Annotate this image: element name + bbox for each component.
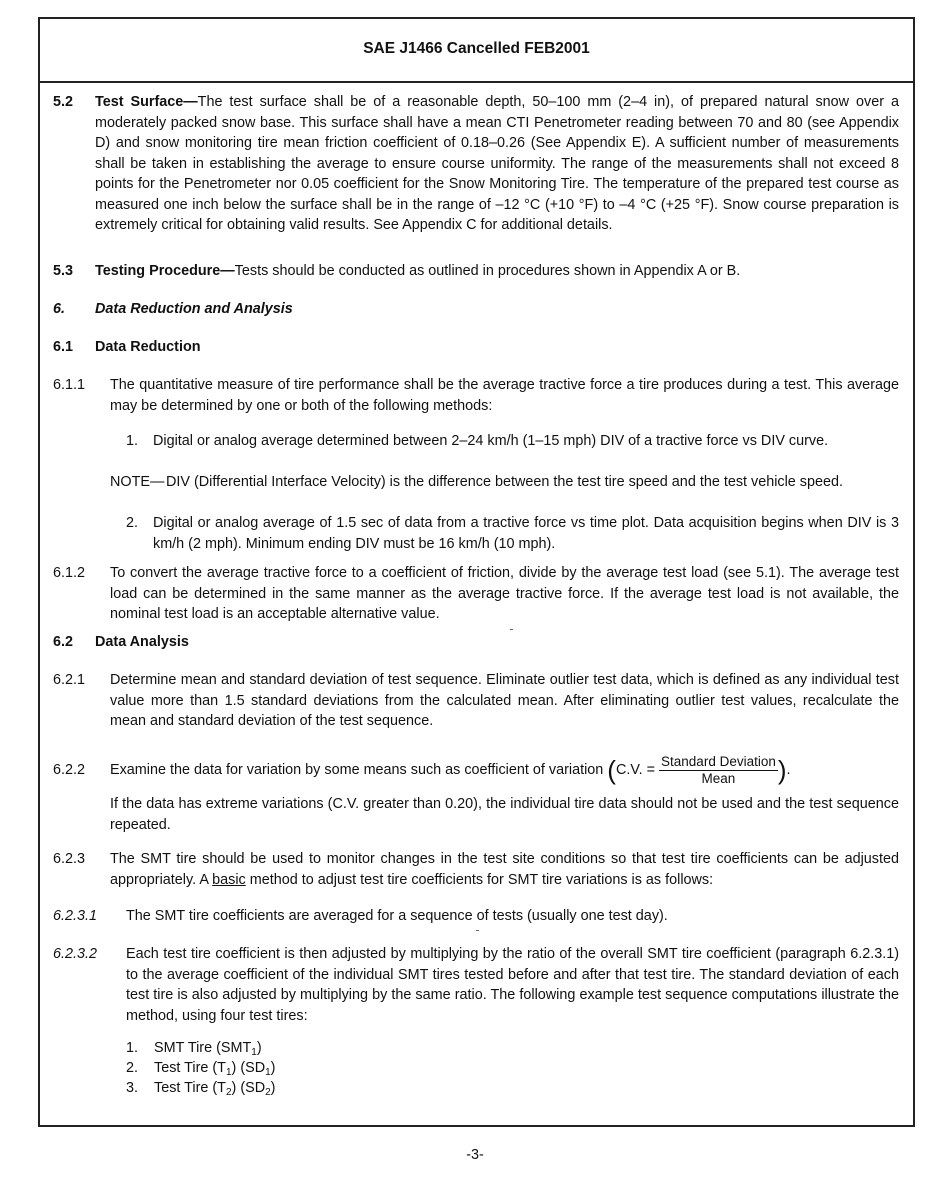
section-5-3-number: 5.3 xyxy=(53,263,74,279)
cv-numerator: Standard Deviation xyxy=(661,753,776,769)
cv-formula-line: Examine the data for variation by some means such as coefficient of variation (C.V. = $\frac{\text{Standard Deviation}}{\text{Mean}}$ ). xyxy=(110,753,791,786)
method-1-text: Digital or analog average determined between 2–24 km/h (1–15 mph) DIV of a tractive force vs DIV curve. xyxy=(153,433,829,449)
item-2-sub-1: 1 xyxy=(225,1067,232,1078)
item-1-a: SMT Tire (SMT xyxy=(154,1040,252,1056)
item-3-c: ) xyxy=(270,1080,276,1096)
page-number: -3- xyxy=(466,1147,484,1163)
page-frame xyxy=(38,17,915,1127)
section-6-2-1-number: 6.2.1 xyxy=(53,672,86,688)
document-title: SAE J1466 Cancelled FEB2001 xyxy=(363,40,590,57)
cv-label: C.V. = xyxy=(615,762,656,778)
section-6-1-2-number: 6.1.2 xyxy=(53,565,86,581)
item-2-b: ) (SD xyxy=(231,1060,266,1076)
note-text xyxy=(153,472,899,493)
item-2-a: Test Tire (T xyxy=(154,1060,226,1076)
item-2-sub-2: 1 xyxy=(265,1067,271,1078)
item-3-a: Test Tire (T xyxy=(154,1080,226,1096)
scan-speck xyxy=(510,629,513,630)
section-5-2-heading: Test Surface xyxy=(95,94,184,110)
section-6-1-1-text: The quantitative measure of tire performance shall be the average tractive force a tire produces during a test. This average may be determined by one or both of the following methods: xyxy=(110,377,899,414)
scan-speck xyxy=(476,930,479,931)
section-6-1-1-number: 6.1.1 xyxy=(53,377,86,393)
section-6-number: 6. xyxy=(53,301,66,317)
section-5-3-heading: Testing Procedure xyxy=(95,263,221,279)
method-1-number: 1. xyxy=(126,433,139,449)
section-6-2-heading: Data Analysis xyxy=(95,634,189,650)
note-body: DIV (Differential Interface Velocity) is the difference between the test tire speed and the test vehicle speed. xyxy=(166,474,844,490)
method-2-number: 2. xyxy=(126,515,139,531)
section-6-1-number: 6.1 xyxy=(53,339,74,355)
section-5-2-text: The test surface shall be of a reasonable depth, 50–100 mm (2–4 in), of prepared natural snow over a moderately packed snow base. This surface shall have a mean CTI Penetrometer reading between 70 and 80 (see Appendix D) and snow monitoring tire mean friction coefficient of 0.18–0.26 (See Appendix E). A sufficient number of measurements shall be taken in establishing the average to ensure course uniformity. The range of the measurements shall not exceed 8 points for the Penetrometer nor 0.05 coefficient for the Snow Monitoring Tire. The temperature of the prepared test course as measured one inch below the surface shall be in the range of –12 °C (+10 °F) to –4 °C (+25 °F). Snow course preparation is extremely critical for obtaining valid results. See Appendix C for additional details. xyxy=(95,94,900,233)
note-label: NOTE— xyxy=(110,474,165,490)
cv-fraction xyxy=(659,754,778,787)
tire-list-item-1 xyxy=(154,1038,262,1059)
item-3-b: ) (SD xyxy=(231,1080,266,1096)
section-6-2-3-2-text: Each test tire coefficient is then adjusted by multiplying by the ratio of the overall SMT tire coefficient (paragraph 6.2.3.1) to the average coefficient of the individual SMT tires tested before and after that test tire. The standard deviation of each test tire is also adjusted by multiplying by the same ratio. The following example test sequence computations illustrate the method, using four test tires: xyxy=(126,946,899,1024)
section-5-3-text: Tests should be conducted as outlined in procedures shown in Appendix A or B. xyxy=(234,263,741,279)
section-6-heading: Data Reduction and Analysis xyxy=(95,301,293,317)
cv-denominator: Mean xyxy=(701,770,736,786)
section-6-1-heading: Data Reduction xyxy=(95,339,201,355)
tire-list-item-2 xyxy=(154,1058,275,1079)
tire-list-item-2-number: 2. xyxy=(126,1060,139,1076)
item-3-sub-2: 2 xyxy=(265,1087,271,1098)
tire-list-item-3 xyxy=(154,1078,275,1099)
section-6-2-2-text: Examine the data for variation by some means such as coefficient of variation xyxy=(110,762,604,778)
method-2-text: Digital or analog average of 1.5 sec of data from a tractive force vs time plot. Data acquisition begins when DIV is 3 km/h (2 mph). Minimum ending DIV must be 16 km/h (10 mph). xyxy=(153,515,899,552)
section-6-2-3-text-b: method to adjust test tire coefficients for SMT tire variations is as follows: xyxy=(249,871,714,888)
section-6-2-1-text: Determine mean and standard deviation of test sequence. Eliminate outlier test data, which is defined as any individual test value more than 1.5 standard deviations from the calculated mean. After eliminating outlier test values, recalculate the mean and standard deviation of the test sequence. xyxy=(110,672,899,729)
section-6-2-3-text-a: The SMT tire should be used to monitor changes in the test site conditions so that test tire coefficients can be adjusted appropriately. A xyxy=(110,851,899,888)
section-5-2-paragraph xyxy=(95,92,899,236)
section-6-2-3-1-text: The SMT tire coefficients are averaged for a sequence of tests (usually one test day). xyxy=(126,908,668,924)
item-2-c: ) xyxy=(270,1060,276,1076)
section-6-2-2-text2: If the data has extreme variations (C.V. greater than 0.20), the individual tire data should not be used and the test sequence repeated. xyxy=(110,796,899,833)
tire-list-item-1-number: 1. xyxy=(126,1040,139,1056)
section-5-2-number: 5.2 xyxy=(53,94,74,110)
tire-list-item-3-number: 3. xyxy=(126,1080,139,1096)
section-6-2-3-1-number: 6.2.3.1 xyxy=(53,908,98,924)
underlined-basic: basic xyxy=(212,871,246,888)
section-5-2-dash: — xyxy=(183,94,198,110)
item-3-sub-1: 2 xyxy=(225,1087,232,1098)
document-header xyxy=(40,19,913,83)
item-1-sub: 1 xyxy=(251,1047,257,1058)
section-6-2-3-2-number: 6.2.3.2 xyxy=(53,946,98,962)
section-6-2-3-text xyxy=(110,849,899,890)
section-5-3-dash: — xyxy=(220,263,235,279)
right-paren: ) xyxy=(777,755,787,786)
section-6-2-3-number: 6.2.3 xyxy=(53,851,86,867)
section-6-1-2-text: To convert the average tractive force to a coefficient of friction, divide by the average test load (see 5.1). The average test load can be determined in the same manner as the average tractive force. If the average test load is not available, the nominal test load is an acceptable alternative value. xyxy=(110,565,899,622)
section-6-2-2-number: 6.2.2 xyxy=(53,762,86,778)
section-5-3-paragraph xyxy=(95,261,899,282)
left-paren: ( xyxy=(607,755,616,786)
section-6-2-number: 6.2 xyxy=(53,634,74,650)
item-1-b: ) xyxy=(256,1040,262,1056)
